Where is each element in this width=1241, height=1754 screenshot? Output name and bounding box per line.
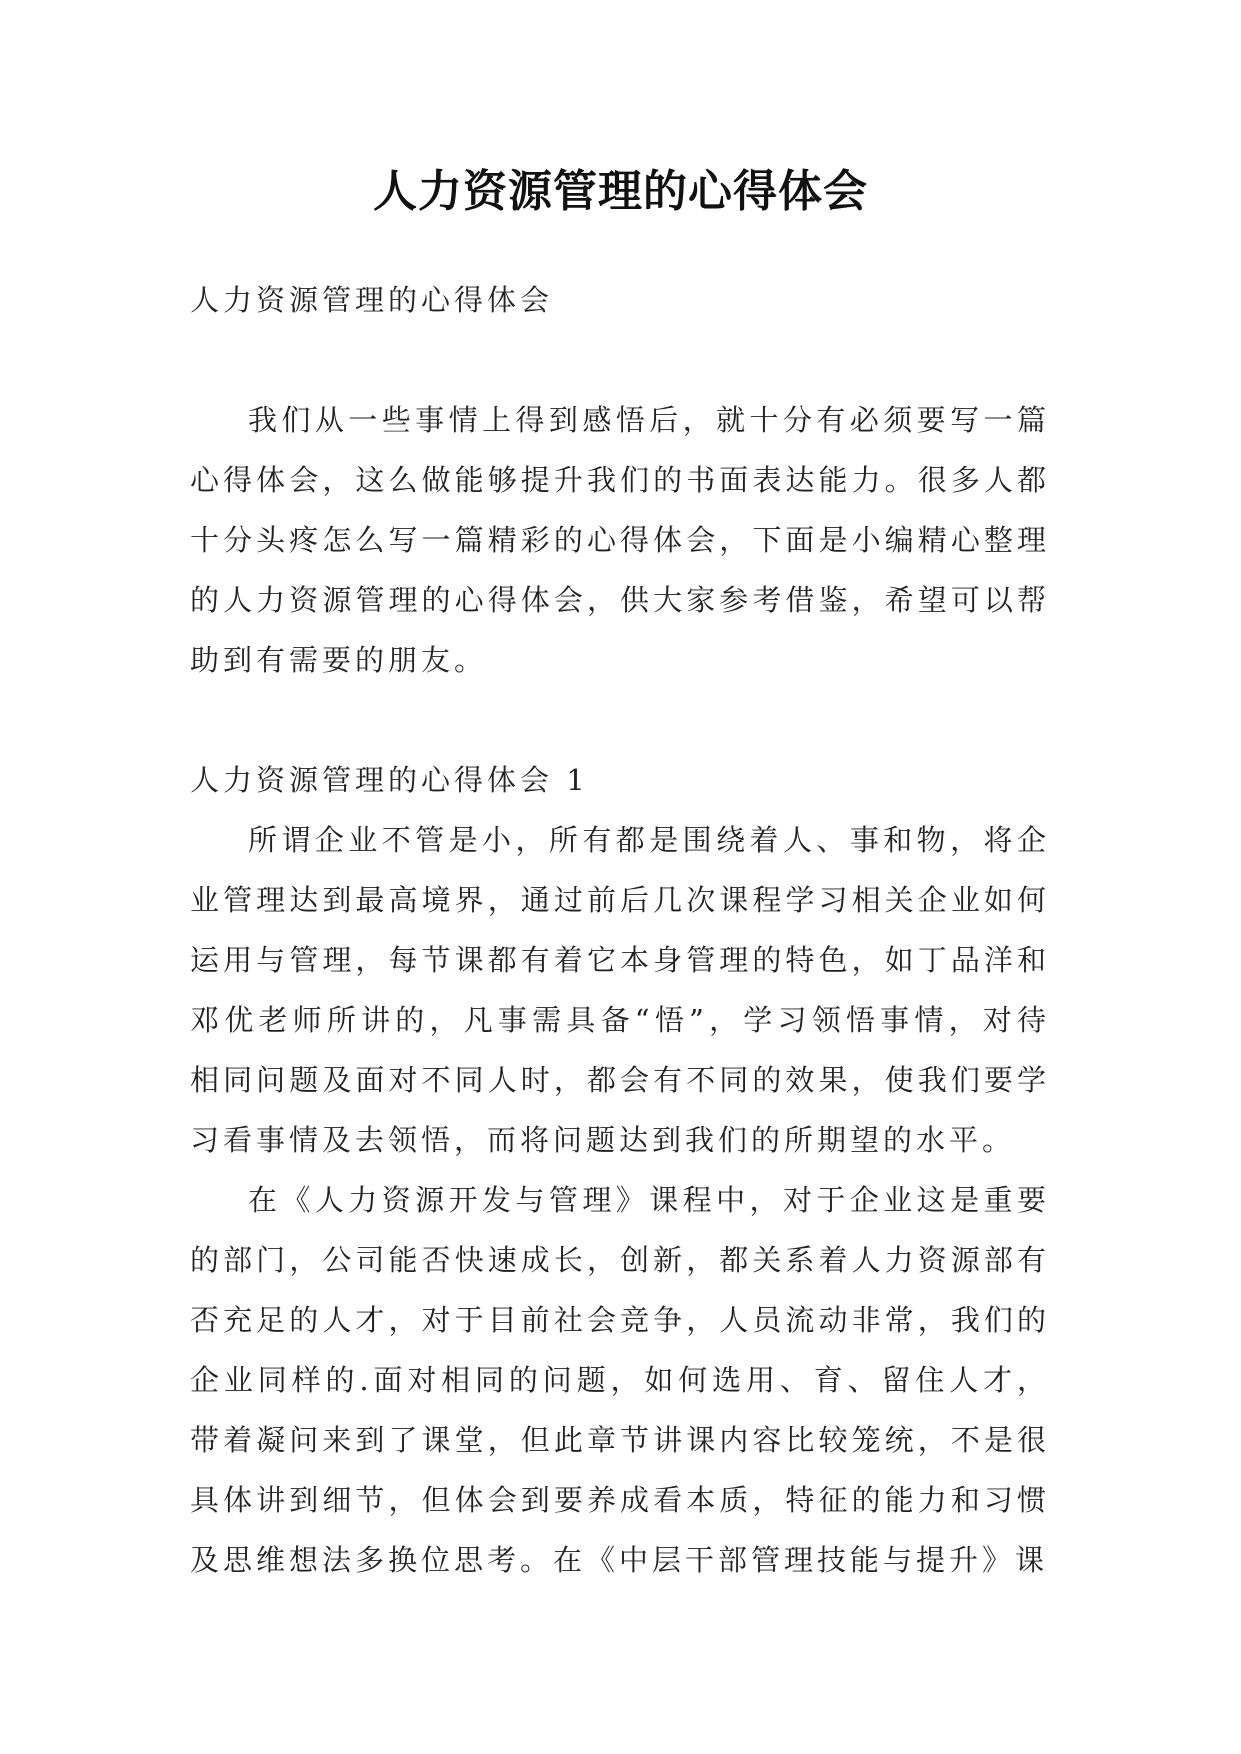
section-title: 人力资源管理的心得体会 1 (190, 763, 589, 797)
intro-paragraph: 我们从一些事情上得到感悟后，就十分有必须要写一篇心得体会，这么做能够提升我们的书面表达能力。很多人都十分头疼怎么写一篇精彩的心得体会，下面是小编精心整理的人力资源管理的心得体会，供大家参考借鉴，希望可以帮助到有需要的朋友。 (190, 403, 1050, 677)
document-subtitle: 人力资源管理的心得体会 (190, 283, 554, 317)
document-body (190, 270, 1050, 1590)
document-title: 人力资源管理的心得体会 (373, 166, 868, 217)
body-paragraph-1: 所谓企业不管是小，所有都是围绕着人、事和物，将企业管理达到最高境界，通过前后几次课程学习相关企业如何运用与管理，每节课都有着它本身管理的特色，如丁品洋和邓优老师所讲的，凡事需具备“悟”，学习领悟事情，对待相同问题及面对不同人时，都会有不同的效果，使我们要学习看事情及去领悟，而将问题达到我们的所期望的水平。 (190, 823, 1050, 1157)
body-paragraph-2: 在《人力资源开发与管理》课程中，对于企业这是重要的部门，公司能否快速成长，创新，都关系着人力资源部有否充足的人才，对于目前社会竞争，人员流动非常，我们的企业同样的.面对相同的问题，如何选用、育、留住人才，带着凝问来到了课堂，但此章节讲课内容比较笼统，不是很具体讲到细节，但体会到要养成看本质，特征的能力和习惯及思维想法多换位思考。在《中层干部管理技能与提升》课 (190, 1183, 1050, 1577)
spacer (190, 690, 1050, 750)
spacer (190, 330, 1050, 390)
